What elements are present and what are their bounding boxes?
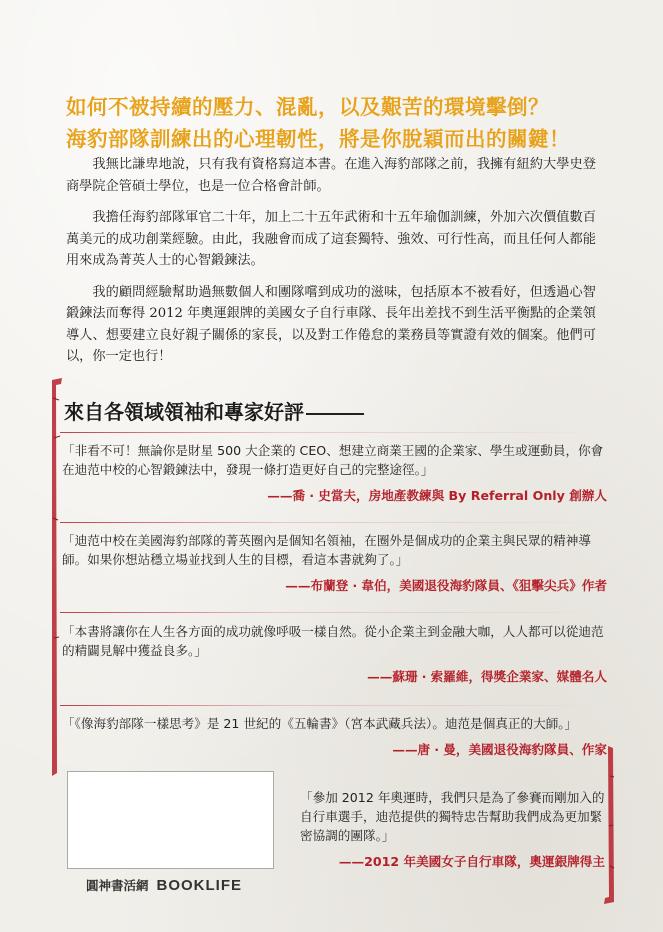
quote-2 xyxy=(62,531,607,595)
headline xyxy=(66,91,626,155)
quote-text: 「《像海豹部隊一樣思考》是 21 世紀的《五輪書》（宮本武藏兵法）。迪范是個真正的大師。」 xyxy=(62,716,578,731)
intro-text xyxy=(66,154,596,378)
red-bracket-decoration-right xyxy=(602,746,616,906)
publisher-name: 圓神書活網 xyxy=(86,878,149,893)
divider xyxy=(60,432,608,433)
quote-text: 「非看不可！無論你是財星 500 大企業的 CEO、想建立商業王國的企業家、學生或運動員，你會在迪范中校的心智鍛鍊法中，發現一條打造更好自己的完整途徑。」 xyxy=(62,443,604,477)
divider xyxy=(60,522,608,523)
divider xyxy=(60,612,608,613)
headline-line-1: 如何不被持續的壓力、混亂，以及艱苦的環境擊倒？ xyxy=(66,95,549,119)
book-placeholder-box xyxy=(67,771,274,869)
quote-text: 「本書將讓你在人生各方面的成功就像呼吸一樣自然。從小企業主到金融大咖，人人都可以從迪范的精闢見解中獲益良多。」 xyxy=(62,624,604,658)
quote-attribution: ——布蘭登 ‧ 韋伯，美國退役海豹隊員、《狙擊尖兵》作者 xyxy=(285,578,607,593)
publisher-logo xyxy=(86,876,242,894)
intro-paragraph-1: 我無比謙卑地說，只有我有資格寫這本書。在進入海豹部隊之前，我擁有紐約大學史登商學院企管碩士學位，也是一位合格會計師。 xyxy=(66,157,596,194)
quote-5 xyxy=(300,788,605,871)
headline-line-2: 海豹部隊訓練出的心理韌性，將是你脫穎而出的關鍵！ xyxy=(66,127,570,151)
section-heading xyxy=(64,396,364,425)
intro-paragraph-2: 我擔任海豹部隊軍官二十年，加上二十五年武術和十五年瑜伽訓練，外加六次價值數百萬美元的成功創業經驗。由此，我融會而成了這套獨特、強效、可行性高，而且任何人都能用來成為菁英人士的心智鍛鍊法。 xyxy=(66,210,596,268)
quote-attribution: ——2012 年美國女子自行車隊，奧運銀牌得主 xyxy=(338,854,605,869)
section-heading-text: 來自各領域領袖和專家好評 xyxy=(64,400,304,424)
publisher-brand: BOOKLIFE xyxy=(156,877,243,894)
intro-paragraph-3: 我的顧問經驗幫助過無數個人和團隊嚐到成功的滋味，包括原本不被看好，但透過心智鍛鍊法而奪得 2012 年奧運銀牌的美國女子自行車隊、長年出差找不到生活平衡點的企業領導人、想要建立良好親子關係的家長，以及對工作倦怠的業務員等實證有效的個案。他們可以，你一定也行！ xyxy=(66,284,596,364)
quote-1 xyxy=(62,441,607,505)
section-heading-rule xyxy=(306,413,364,415)
quote-4 xyxy=(62,714,607,759)
quote-attribution: ——唐 ‧ 曼，美國退役海豹隊員、作家 xyxy=(392,742,607,757)
quote-attribution: ——蘇珊 ‧ 索羅維，得獎企業家、媒體名人 xyxy=(367,669,607,684)
divider xyxy=(60,705,608,706)
quote-text: 「迪范中校在美國海豹部隊的菁英圈內是個知名領袖，在圈外是個成功的企業主與民眾的精神導師。如果你想站穩立場並找到人生的目標，看這本書就夠了。」 xyxy=(62,533,591,567)
quote-3 xyxy=(62,622,607,686)
quote-text: 「參加 2012 年奧運時，我們只是為了參賽而剛加入的自行車選手，迪范提供的獨特忠告幫助我們成為更加緊密協調的團隊。」 xyxy=(300,790,605,843)
quote-attribution: ——喬 ‧ 史當夫，房地產教練與 By Referral Only 創辦人 xyxy=(267,488,607,503)
